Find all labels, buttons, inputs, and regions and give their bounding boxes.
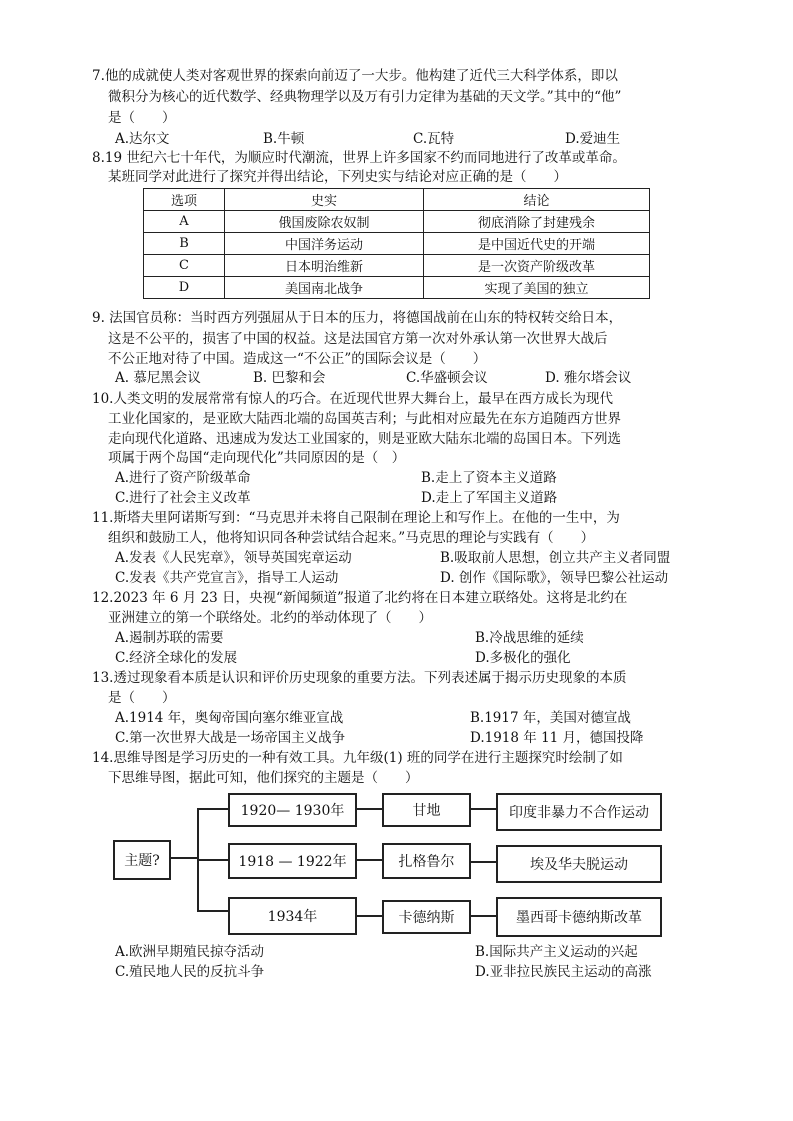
- q10-option-c[interactable]: C.进行了社会主义改革: [115, 490, 251, 506]
- q11-option-c[interactable]: C.发表《共产党宣言》，指导工人运动: [115, 570, 339, 586]
- mindmap-root-connector: [169, 857, 197, 859]
- q8-row-d-fact: 美国南北战争: [225, 277, 424, 299]
- q8-row-c-option: C: [144, 255, 225, 277]
- q8-header-option: 选项: [144, 189, 225, 211]
- mindmap-person-3: 卡德纳斯: [382, 900, 471, 934]
- q14-option-b[interactable]: B.国际共产主义运动的兴起: [475, 944, 638, 960]
- mindmap-link: [469, 861, 496, 863]
- q8-row-b-fact: 中国洋务运动: [225, 233, 424, 255]
- q8-table: [143, 188, 650, 299]
- mindmap-link: [355, 859, 382, 861]
- q9-option-d[interactable]: D. 雅尔塔会议: [545, 370, 632, 386]
- mindmap-link: [355, 915, 382, 917]
- mindmap-year-2: 1918 — 1922年: [228, 843, 357, 879]
- q10-stem-line-2: 工业化国家的，是亚欧大陆西北端的岛国英吉利；与此相对应最先在东方追随西方世界: [108, 411, 621, 427]
- q12-option-d[interactable]: D.多极化的强化: [475, 650, 571, 666]
- q8-row-a-option: A: [144, 211, 225, 233]
- q14-option-c[interactable]: C.殖民地人民的反抗斗争: [115, 964, 265, 980]
- q8-header-fact: 史实: [225, 189, 424, 211]
- q7-stem-line-1: 7.他的成就使人类对客观世界的探索向前迈了一大步。他构建了近代三大科学体系，即以: [92, 68, 618, 84]
- q13-stem-line-1: 13.透过现象看本质是认识和评价历史现象的重要方法。下列表述属于揭示历史现象的本质: [92, 670, 627, 686]
- q12-stem-line-1: 12.2023 年 6 月 23 日，央视“新闻频道”报道了北约将在日本建立联络处。这将是北约在: [92, 590, 628, 606]
- q8-header-conclusion: 结论: [424, 189, 650, 211]
- q8-table-header-row: [144, 189, 650, 211]
- q13-option-b[interactable]: B.1917 年，美国对德宣战: [470, 710, 631, 726]
- mindmap-link: [469, 808, 496, 810]
- mindmap-event-1: 印度非暴力不合作运动: [496, 793, 662, 831]
- q12-stem-line-2: 亚洲建立的第一个联络处。北约的举动体现了（ ）: [108, 610, 432, 626]
- q12-option-a[interactable]: A.遏制苏联的需要: [115, 630, 224, 646]
- q11-stem-line-1: 11.斯塔夫里阿诺斯写到：“马克思并未将自己限制在理论上和写作上。在他的一生中，为: [92, 510, 620, 526]
- table-row[interactable]: [144, 211, 650, 233]
- q9-stem-line-1: 9. 法国官员称：当时西方列强屈从于日本的压力，将德国战前在山东的特权转交给日本，: [92, 310, 623, 326]
- q9-option-c[interactable]: C.华盛顿会议: [406, 370, 488, 386]
- q10-stem-line-3: 走向现代化道路、迅速成为发达工业国家的，则是亚欧大陆东北端的岛国日本。下列选: [108, 431, 621, 447]
- mindmap-event-2: 埃及华夫脱运动: [496, 845, 662, 883]
- q10-stem-line-1: 10.人类文明的发展常常有惊人的巧合。在近现代世界大舞台上，最早在西方成长为现代: [92, 391, 613, 407]
- q11-option-b[interactable]: B.吸取前人思想，创立共产主义者同盟: [440, 550, 671, 566]
- q14-stem-line-1: 14.思维导图是学习历史的一种有效工具。九年级(1) 班的同学在进行主题探究时绘制了如: [92, 750, 623, 766]
- mindmap-root-box: 主题?: [113, 840, 171, 880]
- q8-row-a-fact: 俄国废除农奴制: [225, 211, 424, 233]
- table-row[interactable]: [144, 233, 650, 255]
- q8-stem-line-1: 8.19 世纪六七十年代，为顺应时代潮流，世界上许多国家不约而同地进行了改革或革命。: [92, 150, 626, 166]
- q8-row-d-option: D: [144, 277, 225, 299]
- q9-stem-line-2: 这是不公平的，损害了中国的权益。这是法国官方第一次对外承认第一次世界大战后: [108, 331, 608, 347]
- q13-option-c[interactable]: C.第一次世界大战是一场帝国主义战争: [115, 730, 346, 746]
- q9-option-a[interactable]: A. 慕尼黑会议: [115, 370, 201, 386]
- q8-row-d-conclusion: 实现了美国的独立: [424, 277, 650, 299]
- q10-option-d[interactable]: D.走上了军国主义道路: [421, 490, 558, 506]
- mindmap-branch-3-connector: [197, 910, 228, 912]
- q13-option-a[interactable]: A.1914 年，奥匈帝国向塞尔维亚宣战: [115, 710, 344, 726]
- q7-option-c[interactable]: C.瓦特: [413, 131, 455, 147]
- mindmap-year-1: 1920— 1930年: [228, 793, 357, 827]
- q9-option-b[interactable]: B. 巴黎和会: [253, 370, 326, 386]
- table-row[interactable]: [144, 277, 650, 299]
- mindmap-year-3: 1934年: [228, 897, 357, 935]
- mindmap-branch-2-connector: [197, 859, 228, 861]
- q8-row-b-conclusion: 是中国近代史的开端: [424, 233, 650, 255]
- q12-option-b[interactable]: B.冷战思维的延续: [475, 630, 584, 646]
- q14-stem-line-2: 下思维导图，据此可知，他们探究的主题是（ ）: [108, 770, 419, 786]
- mindmap-link: [469, 915, 496, 917]
- q8-row-b-option: B: [144, 233, 225, 255]
- q8-row-a-conclusion: 彻底消除了封建残余: [424, 211, 650, 233]
- q7-option-b[interactable]: B.牛顿: [263, 131, 305, 147]
- q9-stem-line-3: 不公正地对待了中国。造成这一“不公正”的国际会议是（ ）: [108, 351, 487, 367]
- q7-option-d[interactable]: D.爱迪生: [565, 131, 621, 147]
- q10-stem-line-4: 项属于两个岛国“走向现代化”共同原因的是（ ）: [108, 450, 406, 466]
- q7-stem-line-2: 微积分为核心的近代数学、经典物理学以及万有引力定律为基础的天文学。”其中的“他”: [108, 89, 622, 105]
- mindmap-event-3: 墨西哥卡德纳斯改革: [496, 897, 662, 937]
- q11-option-a[interactable]: A.发表《人民宪章》，领导英国宪章运动: [115, 550, 352, 566]
- mindmap-branch-1-connector: [197, 808, 228, 810]
- q13-stem-line-2: 是（ ）: [108, 690, 176, 706]
- q8-stem-line-2: 某班同学对此进行了探究并得出结论，下列史实与结论对应正确的是（ ）: [108, 169, 567, 185]
- mindmap-person-2: 扎格鲁尔: [382, 843, 471, 879]
- q10-option-b[interactable]: B.走上了资本主义道路: [421, 470, 557, 486]
- q7-stem-line-3: 是（ ）: [108, 110, 176, 126]
- q14-option-a[interactable]: A.欧洲早期殖民掠夺活动: [115, 944, 265, 960]
- q8-row-c-fact: 日本明治维新: [225, 255, 424, 277]
- q13-option-d[interactable]: D.1918 年 11 月，德国投降: [470, 730, 644, 746]
- mindmap-link: [355, 808, 382, 810]
- q8-row-c-conclusion: 是一次资产阶级改革: [424, 255, 650, 277]
- mindmap-person-1: 甘地: [382, 793, 471, 827]
- q10-option-a[interactable]: A.进行了资产阶级革命: [115, 470, 251, 486]
- q7-option-a[interactable]: A.达尔文: [115, 131, 170, 147]
- q12-option-c[interactable]: C.经济全球化的发展: [115, 650, 238, 666]
- table-row[interactable]: [144, 255, 650, 277]
- q11-option-d[interactable]: D. 创作《国际歌》，领导巴黎公社运动: [440, 570, 669, 586]
- q11-stem-line-2: 组织和鼓励工人，他将知识同各种尝试结合起来。”马克思的理论与实践有（ ）: [108, 530, 595, 546]
- q14-option-d[interactable]: D.亚非拉民族民主运动的高涨: [475, 964, 652, 980]
